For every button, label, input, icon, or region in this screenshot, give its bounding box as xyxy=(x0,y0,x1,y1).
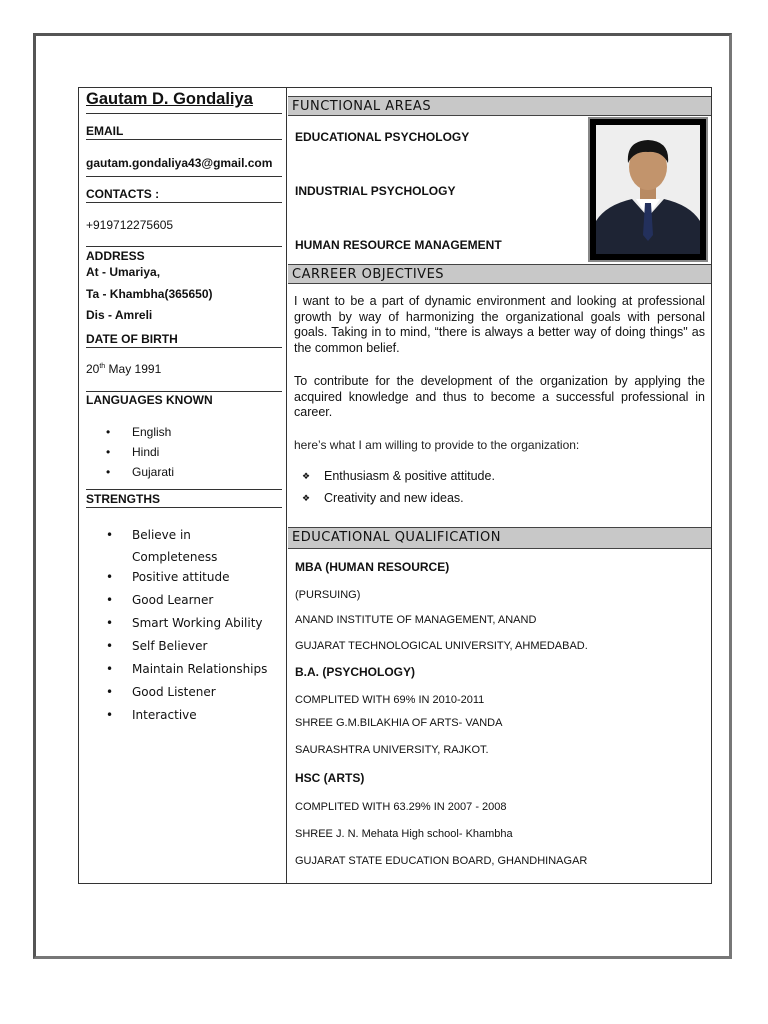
languages-list xyxy=(106,425,174,479)
degree-ba: B.A. (PSYCHOLOGY) xyxy=(295,665,416,679)
education-line: GUJARAT STATE EDUCATION BOARD, GHANDHINAGAR xyxy=(295,855,588,867)
education-line: COMPLITED WITH 69% IN 2010-2011 xyxy=(295,694,485,706)
list-item: • Smart Working Ability xyxy=(106,615,276,631)
languages-rule xyxy=(86,489,282,490)
address-line-3: Dis - Amreli xyxy=(86,308,153,322)
languages-heading: LANGUAGES KNOWN xyxy=(86,393,213,407)
dob-rest: May 1991 xyxy=(105,362,162,376)
address-line-1: At - Umariya, xyxy=(86,265,161,279)
objective-paragraph-2: To contribute for the development of the organization by applying the acquired knowledge and thus to become a successful professional in career. xyxy=(294,374,705,419)
education-line: GUJARAT TECHNOLOGICAL UNIVERSITY, AHMEDABAD. xyxy=(295,640,588,652)
education-line: SHREE J. N. Mehata High school- Khambha xyxy=(295,828,513,840)
list-item: • Believe in Completeness xyxy=(106,524,276,568)
dob-day: 20 xyxy=(86,362,100,376)
objective-paragraph-3: here’s what I am willing to provide to the organization: xyxy=(294,438,580,452)
name-rule xyxy=(86,113,282,114)
list-item: • Gujarati xyxy=(106,465,174,479)
list-item: • Good Listener xyxy=(106,684,276,700)
address-line-2: Ta - Khambha(365650) xyxy=(86,287,213,301)
list-item: • Interactive xyxy=(106,707,276,723)
contacts-rule xyxy=(86,246,282,247)
candidate-name: Gautam D. Gondaliya xyxy=(86,90,253,108)
degree-hsc: HSC (ARTS) xyxy=(295,771,365,785)
resume xyxy=(78,87,712,884)
list-item: ❖ Enthusiasm & positive attitude. xyxy=(302,469,495,483)
list-item: • Self Believer xyxy=(106,638,276,654)
dob-rule xyxy=(86,391,282,392)
education-line: (PURSUING) xyxy=(295,589,361,601)
left-column xyxy=(79,88,287,883)
offerings-list xyxy=(302,469,495,513)
career-objectives-header: CARREER OBJECTIVES xyxy=(288,264,711,284)
objective-paragraph-1: I want to be a part of dynamic environment and looking at professional growth by way of harmonizing the organizational goals with personal goals. Taking in to mind, “there is always a better way of doing things" as the common belief. xyxy=(294,294,705,355)
right-column xyxy=(288,88,711,883)
dob-suffix: th xyxy=(99,363,106,370)
list-item: • Hindi xyxy=(106,445,174,459)
dob-value xyxy=(86,362,161,376)
email-rule xyxy=(86,176,282,177)
functional-area-3: HUMAN RESOURCE MANAGEMENT xyxy=(295,238,502,252)
address-heading: ADDRESS xyxy=(86,249,145,263)
strengths-heading: STRENGTHS xyxy=(86,492,282,508)
list-item: • Positive attitude xyxy=(106,569,276,585)
education-line: COMPLITED WITH 63.29% IN 2007 - 2008 xyxy=(295,801,507,813)
education-line: SAURASHTRA UNIVERSITY, RAJKOT. xyxy=(295,744,489,756)
functional-areas-header: FUNCTIONAL AREAS xyxy=(288,96,711,116)
education-header: EDUCATIONAL QUALIFICATION xyxy=(288,527,711,549)
education-line: ANAND INSTITUTE OF MANAGEMENT, ANAND xyxy=(295,614,537,626)
functional-area-2: INDUSTRIAL PSYCHOLOGY xyxy=(295,184,456,198)
education-line: SHREE G.M.BILAKHIA OF ARTS- VANDA xyxy=(295,717,503,729)
functional-area-1: EDUCATIONAL PSYCHOLOGY xyxy=(295,130,470,144)
contacts-heading: CONTACTS : xyxy=(86,187,282,203)
email-value: gautam.gondaliya43@gmail.com xyxy=(86,156,273,170)
email-heading: EMAIL xyxy=(86,124,282,140)
strengths-list xyxy=(106,524,276,730)
list-item: • Good Learner xyxy=(106,592,276,608)
person-portrait-icon xyxy=(596,125,700,254)
list-item: • English xyxy=(106,425,174,439)
phone-value: +919712275605 xyxy=(86,218,174,232)
profile-photo xyxy=(588,117,708,262)
degree-mba: MBA (HUMAN RESOURCE) xyxy=(295,560,450,574)
list-item: ❖ Creativity and new ideas. xyxy=(302,491,495,505)
list-item: • Maintain Relationships xyxy=(106,661,276,677)
dob-heading: DATE OF BIRTH xyxy=(86,332,282,348)
